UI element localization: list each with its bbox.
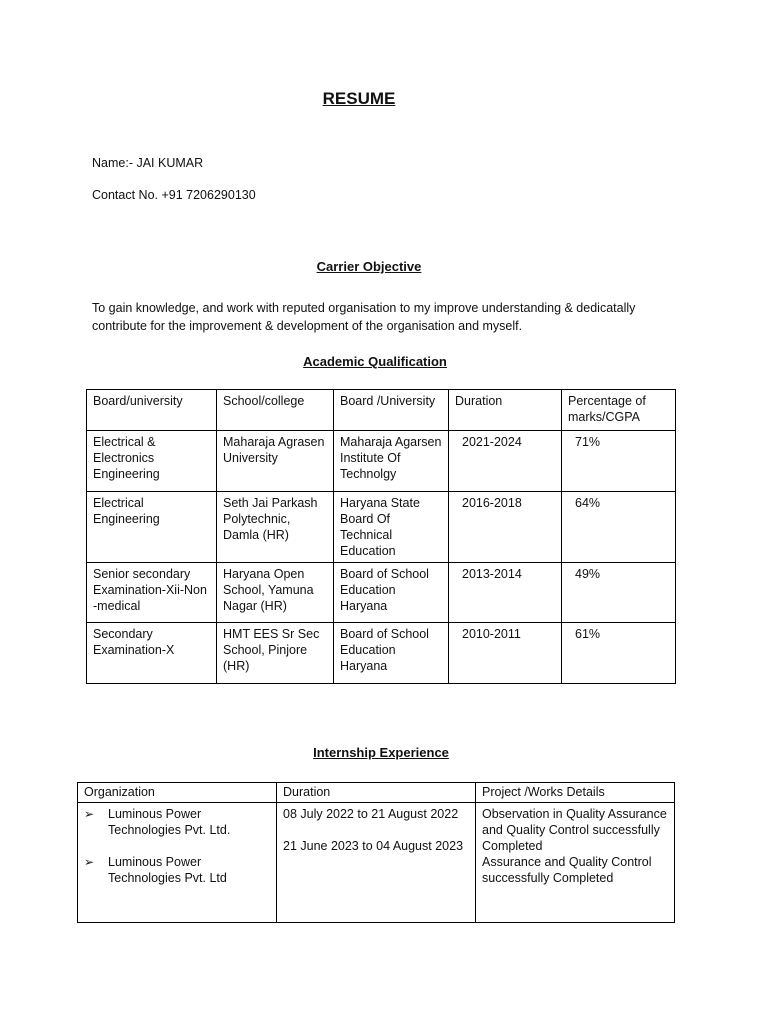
table-cell: Electrical & Electronics Engineering bbox=[87, 431, 217, 492]
academic-header-cell: Duration bbox=[449, 390, 562, 431]
details-text: Assurance and Quality Control successfully Completed bbox=[482, 855, 652, 885]
duration-text: 08 July 2022 to 21 August 2022 bbox=[283, 807, 459, 821]
table-cell: Board of School Education Haryana bbox=[334, 563, 449, 623]
table-row bbox=[87, 492, 676, 563]
table-cell: 61% bbox=[562, 623, 676, 684]
table-cell: Maharaja Agrasen University bbox=[217, 431, 334, 492]
table-cell: 64% bbox=[562, 492, 676, 563]
academic-header-cell: School/college bbox=[217, 390, 334, 431]
academic-heading: Academic Qualification bbox=[303, 354, 447, 369]
details-cell bbox=[476, 803, 675, 923]
internship-header-cell: Duration bbox=[277, 783, 476, 803]
table-cell: Senior secondary Examination-Xii-Non -medical bbox=[87, 563, 217, 623]
table-row bbox=[87, 431, 676, 492]
list-item bbox=[84, 806, 270, 838]
table-cell: Haryana Open School, Yamuna Nagar (HR) bbox=[217, 563, 334, 623]
table-cell: HMT EES Sr Sec School, Pinjore (HR) bbox=[217, 623, 334, 684]
table-cell: Secondary Examination-X bbox=[87, 623, 217, 684]
arrow-bullet-icon: ➢ bbox=[84, 855, 95, 869]
resume-title: RESUME bbox=[322, 89, 396, 108]
table-cell: Electrical Engineering bbox=[87, 492, 217, 563]
organization-name: Luminous Power Technologies Pvt. Ltd. bbox=[108, 807, 231, 837]
list-item bbox=[84, 854, 270, 886]
details-text: Observation in Quality Assurance and Quality Control successfully Completed bbox=[482, 807, 667, 853]
table-cell: Seth Jai Parkash Polytechnic, Damla (HR) bbox=[217, 492, 334, 563]
table-row bbox=[78, 803, 675, 923]
table-cell: Maharaja Agarsen Institute Of Technolgy bbox=[334, 431, 449, 492]
organization-cell bbox=[78, 803, 277, 923]
contact-line: Contact No. +91 7206290130 bbox=[92, 188, 256, 202]
duration-cell bbox=[277, 803, 476, 923]
internship-heading: Internship Experience bbox=[313, 745, 449, 760]
table-cell: Board of School Education Haryana bbox=[334, 623, 449, 684]
table-cell: 71% bbox=[562, 431, 676, 492]
duration-text: 21 June 2023 to 04 August 2023 bbox=[283, 839, 464, 853]
organization-name: Luminous Power Technologies Pvt. Ltd bbox=[108, 855, 227, 885]
table-cell: 2016-2018 bbox=[449, 492, 562, 563]
academic-header-cell: Board /University bbox=[334, 390, 449, 431]
objective-paragraph bbox=[92, 300, 682, 334]
internship-table bbox=[77, 782, 675, 923]
objective-line-1: To gain knowledge, and work with reputed organisation to my improve understanding & dedicatally bbox=[92, 301, 636, 315]
internship-header-cell: Organization bbox=[78, 783, 277, 803]
internship-header-cell: Project /Works Details bbox=[476, 783, 675, 803]
table-row bbox=[87, 623, 676, 684]
internship-header-row bbox=[78, 783, 675, 803]
table-cell: 49% bbox=[562, 563, 676, 623]
table-cell: 2013-2014 bbox=[449, 563, 562, 623]
table-row bbox=[87, 563, 676, 623]
objective-line-2: contribute for the improvement & development of the organisation and myself. bbox=[92, 319, 523, 333]
table-cell: 2021-2024 bbox=[449, 431, 562, 492]
name-line: Name:- JAI KUMAR bbox=[92, 156, 204, 170]
table-cell: Haryana State Board Of Technical Education bbox=[334, 492, 449, 563]
objective-heading: Carrier Objective bbox=[316, 259, 422, 274]
table-cell: 2010-2011 bbox=[449, 623, 562, 684]
academic-header-cell: Board/university bbox=[87, 390, 217, 431]
academic-header-row bbox=[87, 390, 676, 431]
academic-table bbox=[86, 389, 676, 684]
academic-header-cell: Percentage of marks/CGPA bbox=[562, 390, 676, 431]
arrow-bullet-icon: ➢ bbox=[84, 807, 95, 821]
